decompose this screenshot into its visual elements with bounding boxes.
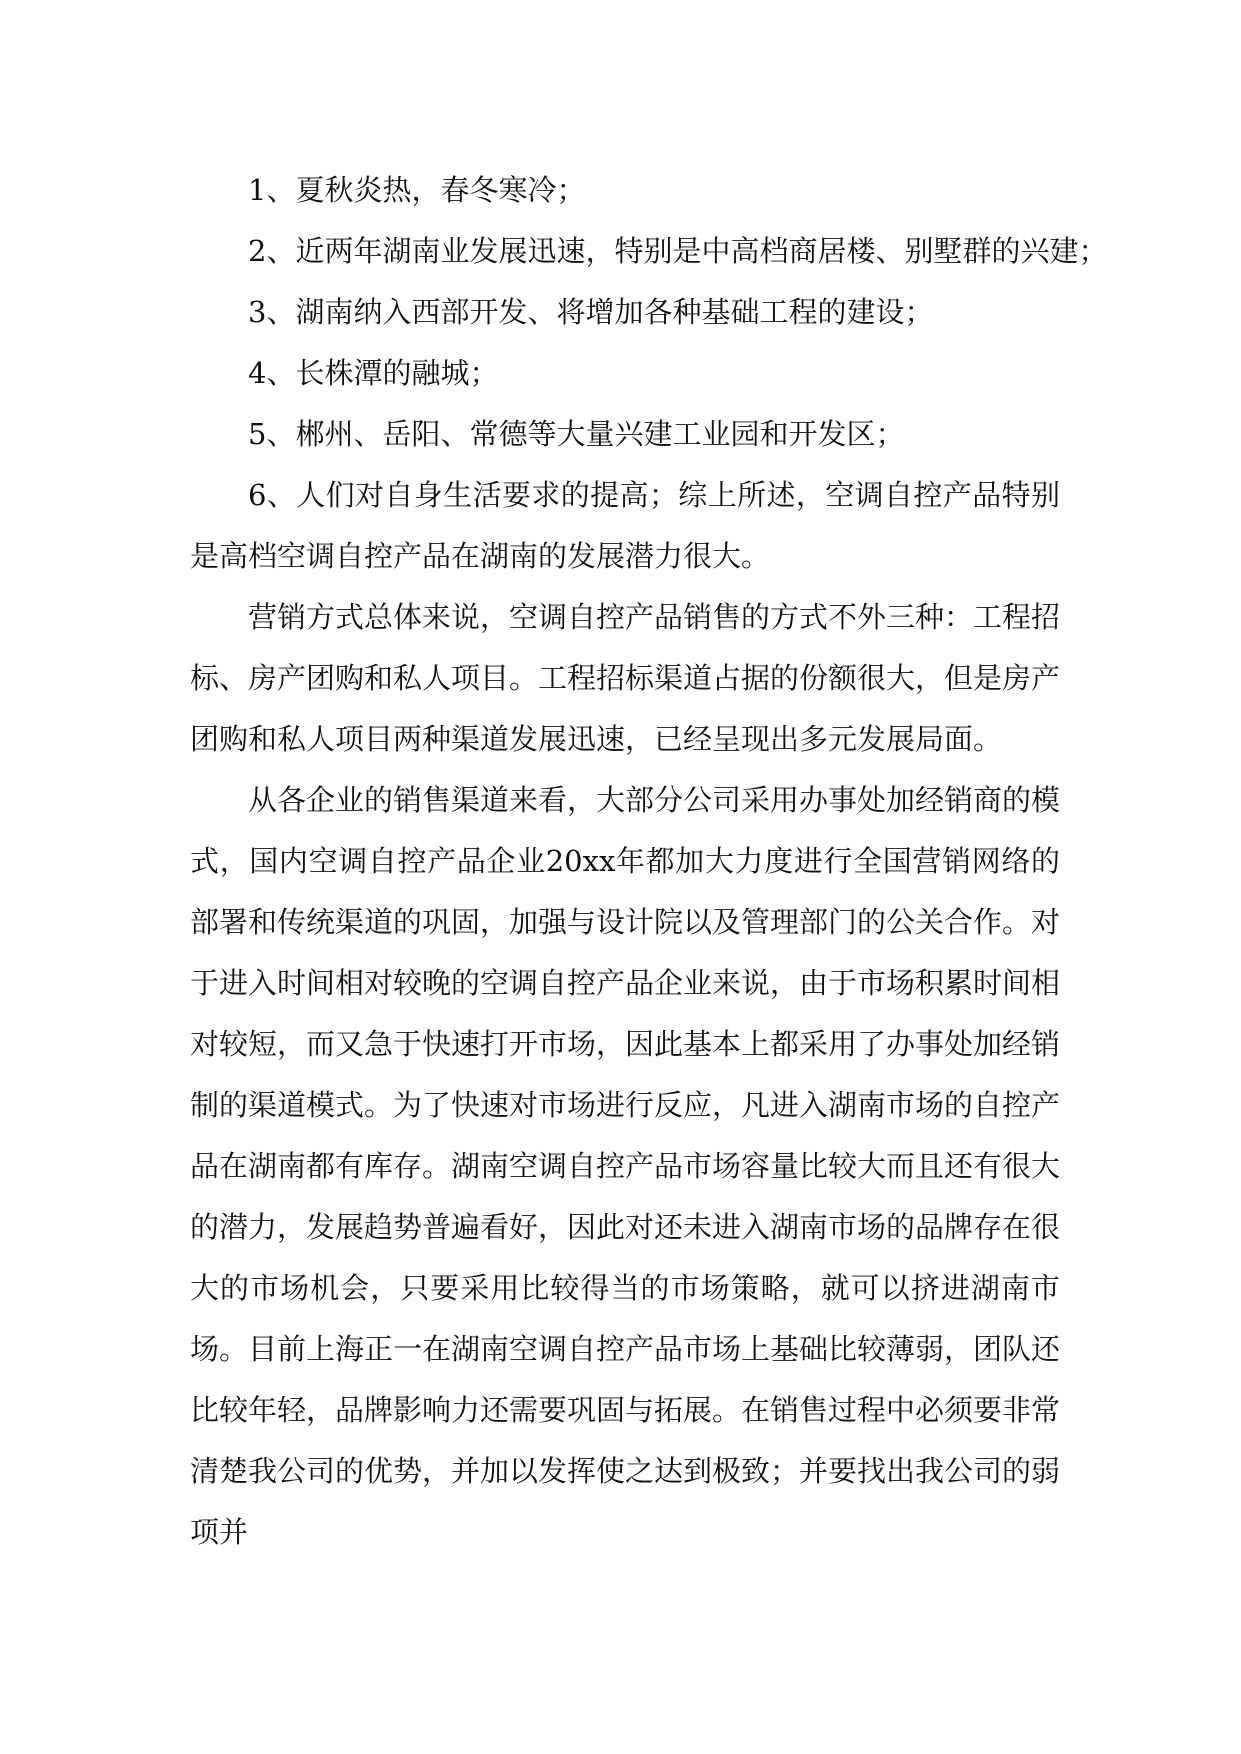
paragraph-sales-channels: 从各企业的销售渠道来看，大部分公司采用办事处加经销商的模式，国内空调自控产品企业20xx年都加大力度进行全国营销网络的部署和传统渠道的巩固，加强与设计院以及管理部门的公关合作。对于进入时间相对较晚的空调自控产品企业来说，由于市场积累时间相对较短，而又急于快速打开市场，因此基本上都采用了办事处加经销制的渠道模式。为了快速对市场进行反应，凡进入湖南市场的自控产品在湖南都有库存。湖南空调自控产品市场容量比较大而且还有很大的潜力，发展趋势普遍看好，因此对还未进入湖南市场的品牌存在很大的市场机会，只要采用比较得当的市场策略，就可以挤进湖南市场。目前上海正一在湖南空调自控产品市场上基础比较薄弱，团队还比较年轻，品牌影响力还需要巩固与拓展。在销售过程中必须要非常清楚我公司的优势，并加以发挥使之达到极致；并要找出我公司的弱项并 (190, 783, 1061, 1549)
list-item: 1、夏秋炎热，春冬寒冷； (248, 173, 586, 207)
paragraph-marketing-methods: 营销方式总体来说，空调自控产品销售的方式不外三种：工程招标、房产团购和私人项目。工程招标渠道占据的份额很大，但是房产团购和私人项目两种渠道发展迅速，已经呈现出多元发展局面。 (190, 600, 1061, 756)
paragraph-summary: 6、人们对自身生活要求的提高；综上所述，空调自控产品特别是高档空调自控产品在湖南的发展潜力很大。 (190, 478, 1060, 573)
list-item: 4、长株潭的融城； (248, 356, 499, 390)
list-item: 3、湖南纳入西部开发、将增加各种基础工程的建设； (248, 295, 934, 329)
list-item: 2、近两年湖南业发展迅速，特别是中高档商居楼、别墅群的兴建； (248, 234, 1108, 268)
document-body (190, 160, 1108, 1563)
list-item: 5、郴州、岳阳、常德等大量兴建工业园和开发区； (248, 417, 905, 451)
